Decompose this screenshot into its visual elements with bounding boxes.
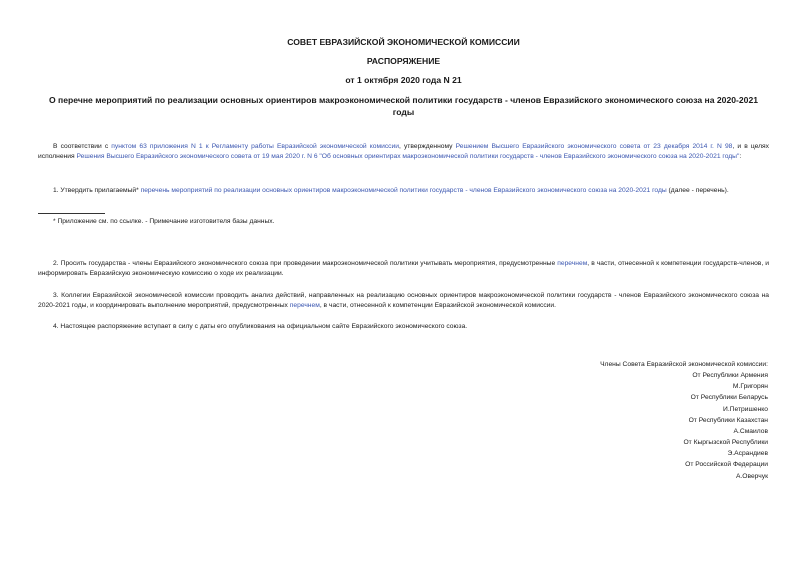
- signature-name: А.Оверчук: [735, 472, 768, 480]
- signature-country: От Республики Казахстан: [688, 416, 768, 424]
- signature-country: От Республики Беларусь: [690, 394, 768, 402]
- link-decision-98[interactable]: Решением Высшего Евразийского экономического совета от 23 декабря 2014 г. N 98: [455, 143, 733, 150]
- signature-country: От Российской Федерации: [685, 461, 768, 469]
- document-type: РАСПОРЯЖЕНИЕ: [366, 56, 441, 66]
- item-2-text: 2. Просить государства - члены Евразийского экономического союза при проведении макроэкономической политики учитывать мероприятия, предусмотренные: [53, 260, 558, 267]
- document-subject: О перечне мероприятий по реализации основных ориентиров макроэкономической политики государств - членов Евразийского экономического союза на 2020-2021 годы: [48, 95, 759, 117]
- item-2-paragraph: [38, 259, 769, 278]
- preamble-paragraph: [38, 142, 769, 161]
- preamble-text: В соответствии с: [53, 143, 112, 150]
- signature-name: Э.Асрандиев: [727, 450, 768, 458]
- preamble-text: :: [739, 152, 742, 160]
- link-decision-6[interactable]: Решения Высшего Евразийского экономического совета от 19 мая 2020 г. N 6 "Об основных ориентирах макроэкономической политики государств - членов Евразийского экономического союза на 2020-2021 годы": [76, 152, 740, 160]
- item-1-paragraph: [38, 186, 769, 196]
- item-2-text: , в части, отнесенной к компетенции государств-членов, и информировать Евразийскую экономическую комиссию о ходе их реализации.: [38, 260, 769, 277]
- link-regulation-clause-63[interactable]: пунктом 63 приложения N 1 к Регламенту работы Евразийской экономической комиссии: [111, 143, 399, 150]
- document-date-number: от 1 октября 2020 года N 21: [345, 75, 462, 85]
- signature-country: От Республики Армения: [692, 372, 768, 380]
- signatures-block: [468, 359, 768, 482]
- footnote: * Приложение см. по ссылке. - Примечание изготовителя базы данных.: [53, 218, 275, 225]
- item-3-text: 3. Коллегии Евразийской экономической комиссии проводить анализ действий, направленных на реализацию основных ориентиров макроэкономической политики государств - членов Евразийского экономического союза на 2020-2021 годы, и координировать выполнение мероприятий, предусмотренных: [38, 292, 769, 309]
- signature-country: От Кыргызской Республики: [683, 439, 768, 447]
- item-1-text: (далее - перечень).: [666, 187, 729, 194]
- item-1-text: 1. Утвердить прилагаемый*: [53, 187, 141, 194]
- signatures-heading: Члены Совета Евразийской экономической комиссии:: [600, 361, 768, 368]
- organization-title: СОВЕТ ЕВРАЗИЙСКОЙ ЭКОНОМИЧЕСКОЙ КОМИССИИ: [287, 37, 520, 47]
- preamble-text: , утвержденному: [399, 143, 456, 150]
- item-4-paragraph: 4. Настоящее распоряжение вступает в силу с даты его опубликования на официальном сайте Евразийского экономического союза.: [53, 323, 468, 330]
- signature-name: И.Петришенко: [723, 405, 768, 413]
- preamble-text: , и в целях исполнения: [38, 143, 769, 160]
- signature-name: А.Смаилов: [733, 427, 768, 435]
- link-measures-list[interactable]: перечень мероприятий по реализации основных ориентиров макроэкономической политики государств - членов Евразийского экономического союза на 2020-2021 годы: [140, 187, 667, 194]
- footnote-divider: [38, 213, 105, 214]
- link-list-item-2[interactable]: перечнем: [557, 260, 588, 267]
- link-list-item-3[interactable]: перечнем: [289, 301, 320, 309]
- signature-name: М.Григорян: [732, 383, 768, 391]
- item-3-paragraph: [38, 291, 769, 310]
- item-3-text: , в части, отнесенной к компетенции Евразийской экономической комиссии.: [319, 301, 556, 309]
